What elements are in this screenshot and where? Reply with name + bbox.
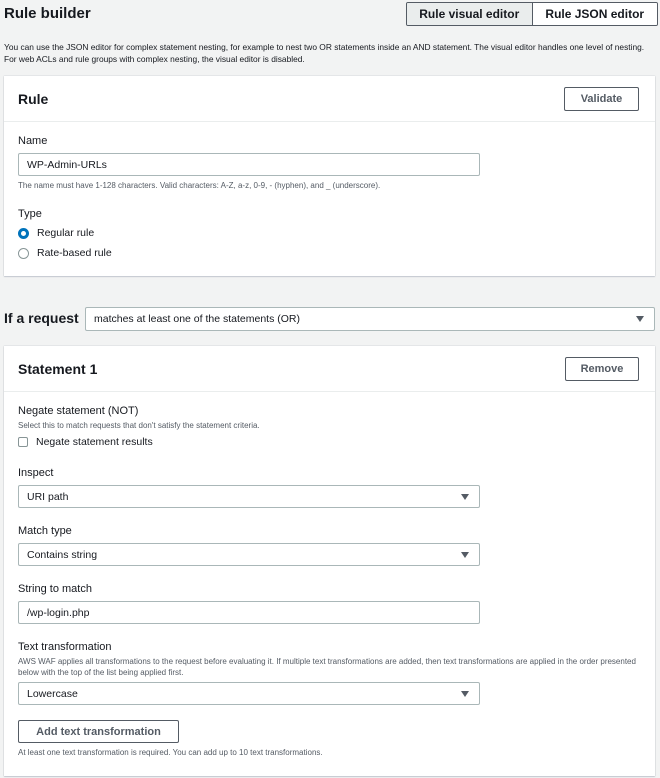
negate-hint: Select this to match requests that don't satisfy the statement criteria. (18, 421, 260, 430)
caret-down-icon (461, 494, 469, 500)
rule-card (4, 76, 655, 276)
rate-based-rule-label: Rate-based rule (37, 247, 112, 259)
text-transformation-footer: At least one text transformation is required. You can add up to 10 text transformations. (18, 748, 323, 757)
text-transformation-label: Text transformation (18, 641, 112, 653)
page-title: Rule builder (4, 5, 91, 22)
statement-card-header (4, 346, 655, 392)
text-transformation-hint: AWS WAF applies all transformations to the request before evaluating it. If multiple text transformations are added, then text transformations are applied in the order presented below with the top of the list being applied first. (18, 657, 636, 677)
radio-rate-based-rule[interactable] (18, 247, 112, 259)
rule-card-header (4, 76, 655, 122)
text-transformation-value: Lowercase (27, 687, 78, 700)
match-type-label: Match type (18, 525, 72, 537)
inspect-value: URI path (27, 490, 69, 503)
string-to-match-input[interactable]: /wp-login.php (18, 601, 480, 624)
radio-selected-icon[interactable] (18, 228, 29, 239)
name-label: Name (18, 135, 48, 147)
remove-button[interactable]: Remove (565, 357, 639, 381)
request-match-select[interactable] (85, 307, 655, 331)
type-label: Type (18, 208, 42, 220)
add-text-transformation-button[interactable]: Add text transformation (18, 720, 179, 743)
rule-card-title: Rule (18, 91, 49, 107)
inspect-select[interactable] (18, 485, 480, 508)
negate-label: Negate statement (NOT) (18, 405, 139, 417)
regular-rule-label: Regular rule (37, 227, 95, 239)
caret-down-icon (461, 552, 469, 558)
if-request-label: If a request (4, 310, 79, 326)
radio-regular-rule[interactable] (18, 227, 94, 239)
radio-unselected-icon[interactable] (18, 248, 29, 259)
negate-checkbox[interactable] (18, 437, 28, 447)
editor-mode-toggle (406, 2, 658, 26)
negate-checkbox-label: Negate statement results (36, 436, 153, 448)
match-type-value: Contains string (27, 548, 98, 561)
statement-title: Statement 1 (18, 361, 98, 377)
text-transformation-select[interactable] (18, 682, 480, 705)
inspect-label: Inspect (18, 467, 54, 479)
tab-rule-json-editor[interactable]: Rule JSON editor (533, 3, 658, 25)
caret-down-icon (461, 691, 469, 697)
caret-down-icon (636, 316, 644, 322)
name-hint: The name must have 1-128 characters. Valid characters: A-Z, a-z, 0-9, - (hyphen), and _ (underscore). (18, 181, 381, 190)
validate-button[interactable]: Validate (564, 87, 639, 111)
rule-name-input[interactable]: WP-Admin-URLs (18, 153, 480, 176)
tab-rule-visual-editor[interactable]: Rule visual editor (407, 3, 533, 25)
negate-checkbox-row[interactable] (18, 436, 153, 448)
request-match-value: matches at least one of the statements (OR) (94, 313, 301, 325)
statement-card (4, 346, 655, 776)
string-to-match-label: String to match (18, 583, 92, 595)
match-type-select[interactable] (18, 543, 480, 566)
editor-description: You can use the JSON editor for complex statement nesting, for example to nest two OR statements inside an AND statement. The visual editor handles one level of nesting. For web ACLs and rule groups with complex nesting, the visual editor is disabled. (4, 42, 645, 64)
